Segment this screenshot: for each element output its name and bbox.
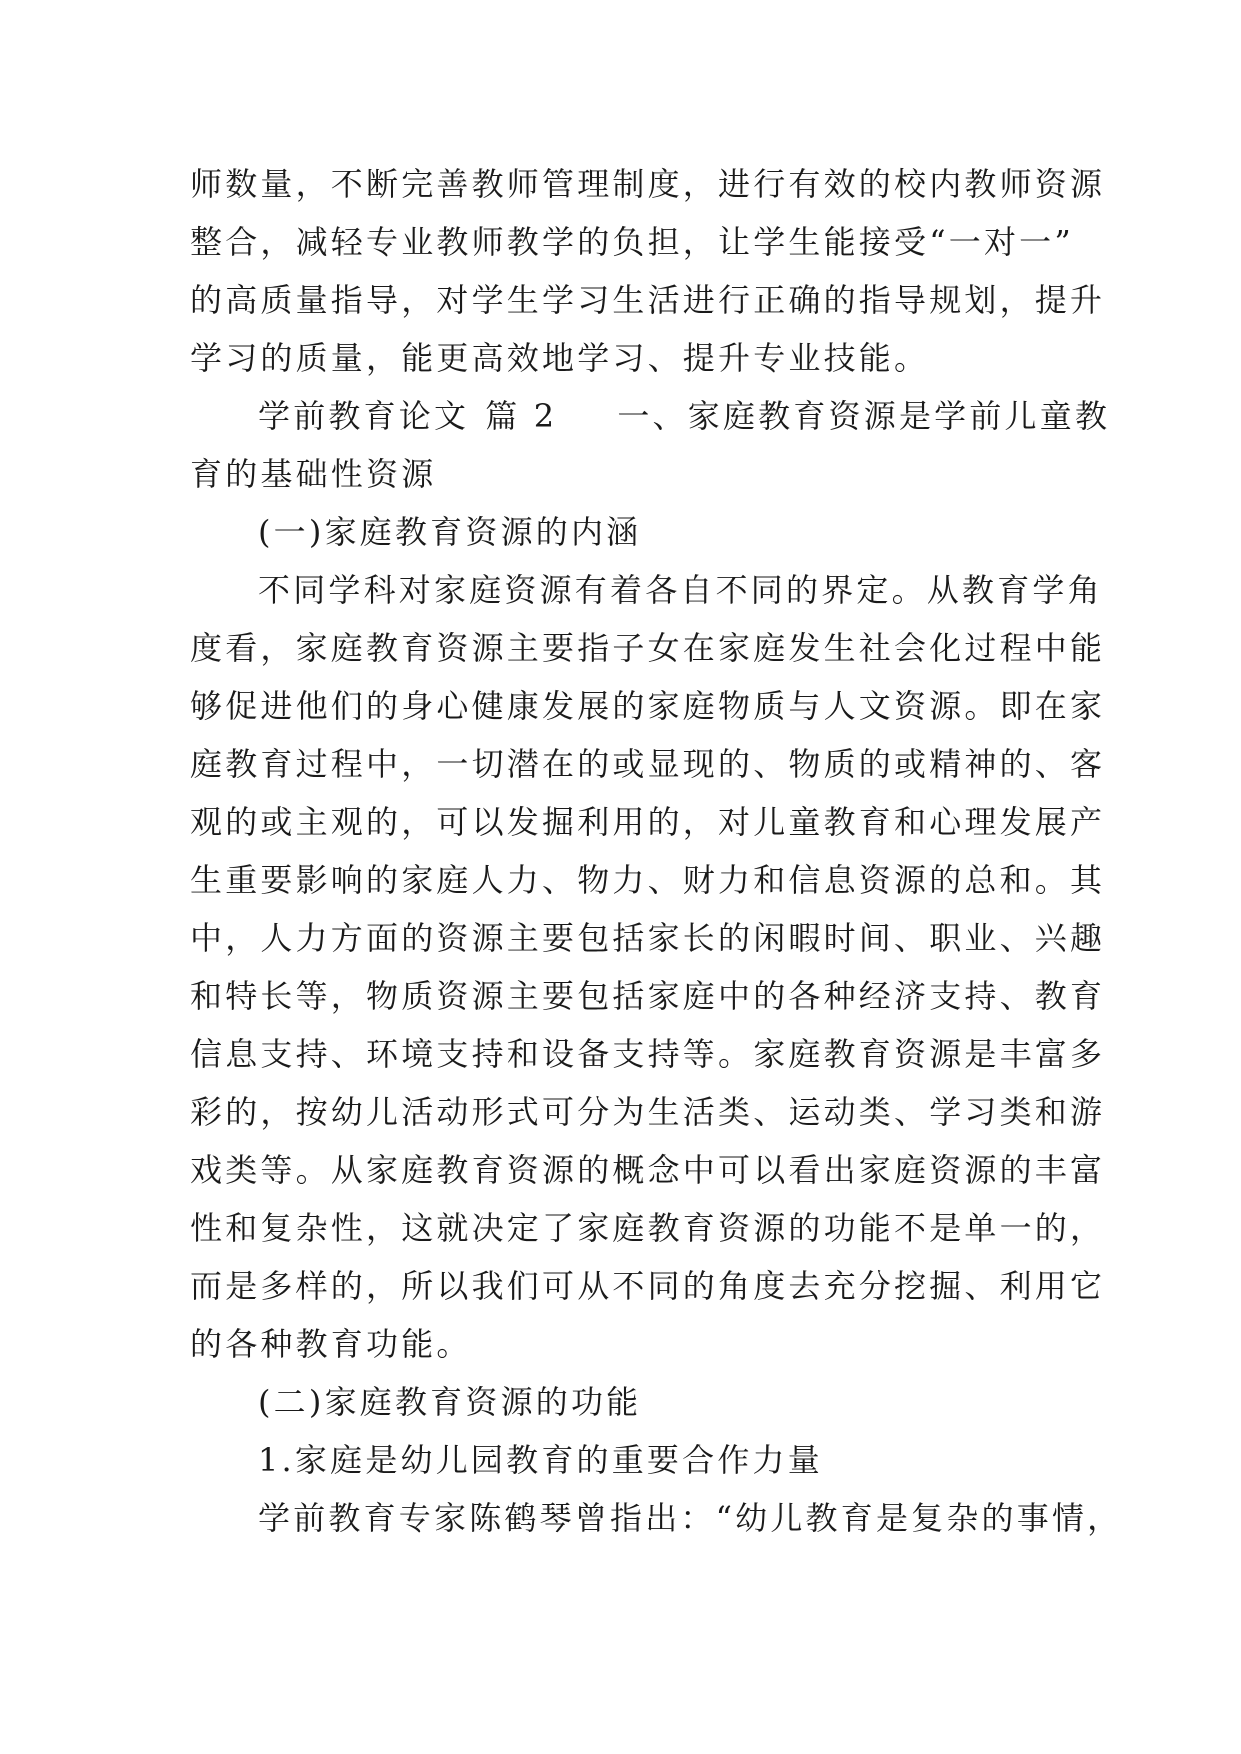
paragraph-line: 和特长等，物质资源主要包括家庭中的各种经济支持、教育: [190, 977, 1106, 1015]
paragraph-line: 戏类等。从家庭教育资源的概念中可以看出家庭资源的丰富: [190, 1151, 1106, 1189]
paragraph-line: 中，人力方面的资源主要包括家长的闲暇时间、职业、兴趣: [190, 919, 1106, 957]
section-label: 篇 2: [485, 397, 558, 435]
paragraph-line: 的高质量指导，对学生学习生活进行正确的指导规划，提升: [190, 281, 1106, 319]
paragraph-line: 观的或主观的，可以发掘利用的，对儿童教育和心理发展产: [190, 803, 1106, 841]
section-heading-start: 一、家庭教育资源是学前儿童教: [617, 397, 1111, 435]
paragraph-line: 够促进他们的身心健康发展的家庭物质与人文资源。即在家: [190, 687, 1106, 725]
paragraph-line: 师数量，不断完善教师管理制度，进行有效的校内教师资源: [190, 165, 1106, 203]
paragraph-line: 性和复杂性，这就决定了家庭教育资源的功能不是单一的，: [190, 1209, 1106, 1247]
section-title: 学前教育论文: [258, 397, 470, 435]
paragraph-line: 庭教育过程中，一切潜在的或显现的、物质的或精神的、客: [190, 745, 1106, 783]
paragraph-line: 的各种教育功能。: [190, 1325, 472, 1363]
paragraph-line: 整合，减轻专业教师教学的负担，让学生能接受“一对一”: [190, 223, 1074, 261]
paragraph-line: 信息支持、环境支持和设备支持等。家庭教育资源是丰富多: [190, 1035, 1106, 1073]
paragraph-line: 学前教育专家陈鹤琴曾指出：“幼儿教育是复杂的事情，: [258, 1499, 1123, 1537]
subheading: (二)家庭教育资源的功能: [258, 1383, 642, 1421]
section-heading-line: [190, 387, 1111, 445]
paragraph-line: 度看，家庭教育资源主要指子女在家庭发生社会化过程中能: [190, 629, 1106, 667]
paragraph-line: 而是多样的，所以我们可从不同的角度去充分挖掘、利用它: [190, 1267, 1106, 1305]
subheading: 1.家庭是幼儿园教育的重要合作力量: [258, 1441, 823, 1479]
section-heading-continuation: 育的基础性资源: [190, 455, 437, 493]
paragraph-line: 不同学科对家庭资源有着各自不同的界定。从教育学角: [258, 571, 1103, 609]
subheading: (一)家庭教育资源的内涵: [258, 513, 642, 551]
document-body: [190, 155, 1123, 1547]
paragraph-line: 生重要影响的家庭人力、物力、财力和信息资源的总和。其: [190, 861, 1106, 899]
paragraph-line: 学习的质量，能更高效地学习、提升专业技能。: [190, 339, 930, 377]
paragraph-line: 彩的，按幼儿活动形式可分为生活类、运动类、学习类和游: [190, 1093, 1106, 1131]
